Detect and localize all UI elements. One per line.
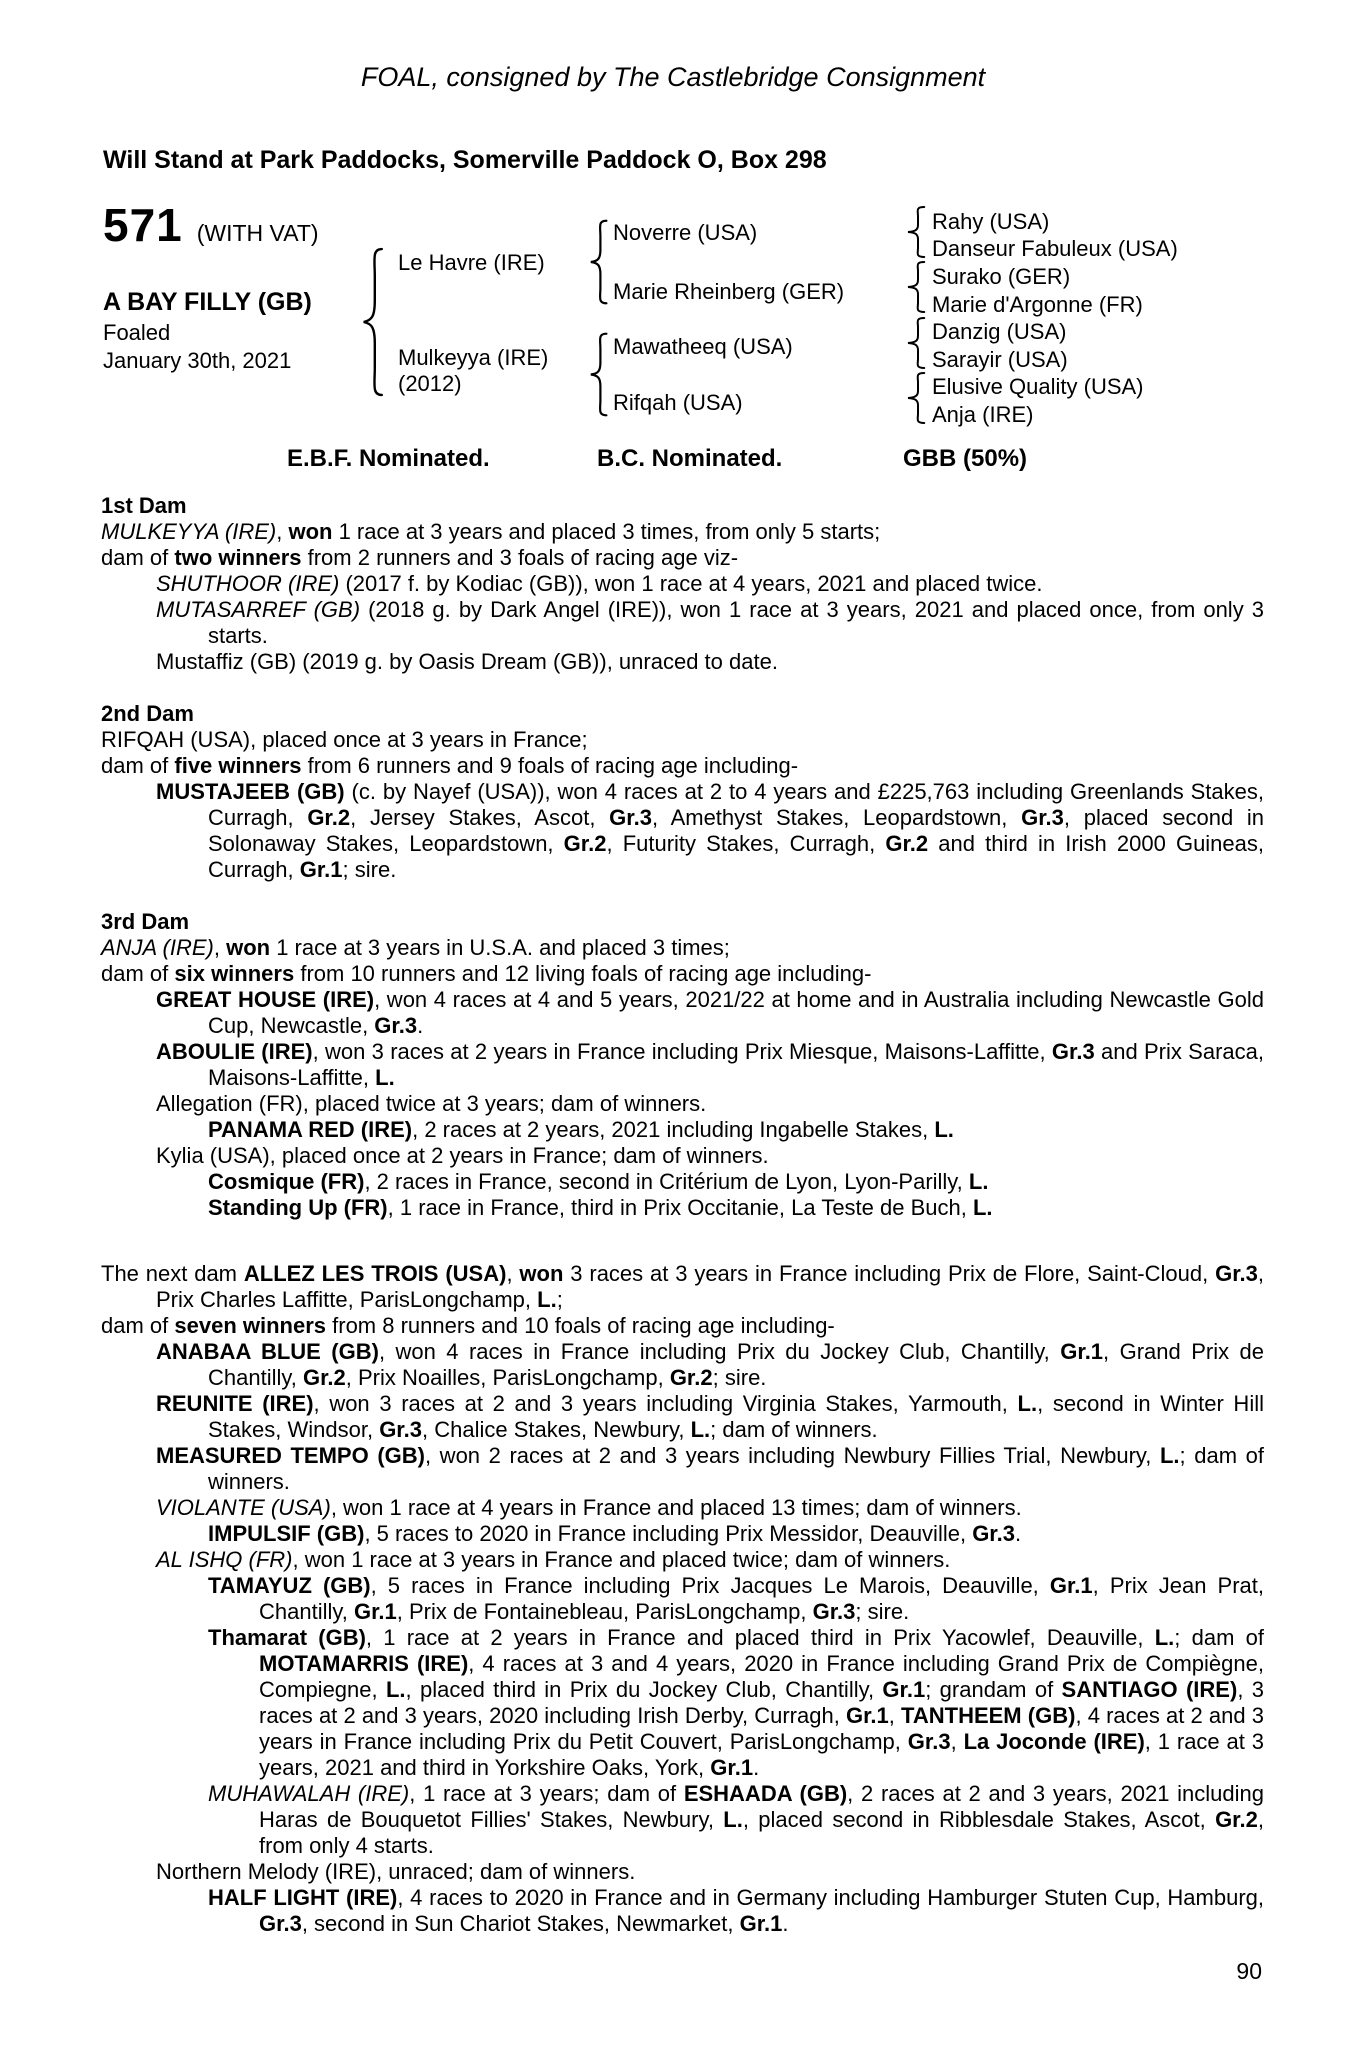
stand-location: Will Stand at Park Paddocks, Somerville Paddock O, Box 298	[103, 146, 827, 174]
great-granddam-name: Sarayir (USA)	[932, 347, 1068, 372]
brace-icon	[358, 246, 386, 398]
pedigree-text-paragraph: MUTASARREF (GB) (2018 g. by Dark Angel (IRE)), won 1 race at 3 years, 2021 and placed once, from only 3 starts.	[156, 597, 1264, 648]
pedigree-text-paragraph: MEASURED TEMPO (GB), won 2 races at 2 and 3 years including Newbury Fillies Trial, Newbury, L.; dam of winners.	[156, 1443, 1264, 1494]
consignment-title: FOAL, consigned by The Castlebridge Consignment	[360, 62, 986, 92]
sire-dam-name: Marie Rheinberg (GER)	[613, 279, 845, 304]
great-grandsire-name: Danzig (USA)	[932, 319, 1067, 344]
second-dam-heading: 2nd Dam	[101, 701, 194, 726]
great-granddam-name: Danseur Fabuleux (USA)	[932, 236, 1178, 261]
pedigree-text-paragraph: ABOULIE (IRE), won 3 races at 2 years in France including Prix Miesque, Maisons-Laffitte, Gr.3 and Prix Saraca, Maisons-Laffitte, L.	[156, 1039, 1264, 1090]
foaled-label: Foaled	[103, 320, 171, 345]
brace-icon	[903, 206, 928, 258]
page-number: 90	[1236, 1958, 1262, 1984]
sire-sire-name: Noverre (USA)	[613, 220, 758, 245]
nominations-row	[0, 445, 1346, 475]
next-dam-section	[101, 1261, 1264, 1937]
pedigree-text-paragraph: Allegation (FR), placed twice at 3 years; dam of winners.	[156, 1091, 707, 1116]
pedigree-text-paragraph: HALF LIGHT (IRE), 4 races to 2020 in France and in Germany including Hamburger Stuten Cup, Hamburg, Gr.3, second in Sun Chariot Stakes, Newmarket, Gr.1.	[208, 1885, 1265, 1936]
third-dam-section	[101, 909, 1264, 1221]
pedigree-text-paragraph: AL ISHQ (FR), won 1 race at 3 years in France and placed twice; dam of winners.	[156, 1547, 951, 1572]
first-dam-section	[101, 493, 1264, 675]
dam-name-block	[398, 345, 548, 397]
pedigree-text-paragraph: MUHAWALAH (IRE), 1 race at 3 years; dam of ESHAADA (GB), 2 races at 2 and 3 years, 2021 including Haras de Bouquetot Fillies' Stakes, Newbury, L., placed second in Ribblesdale Stakes, Ascot, Gr.2, from only 4 starts.	[208, 1781, 1264, 1858]
great-grandsire-name: Elusive Quality (USA)	[932, 374, 1144, 399]
pedigree-text-paragraph: dam of five winners from 6 runners and 9 foals of racing age including-	[101, 753, 799, 778]
great-grandsire-name: Surako (GER)	[932, 264, 1071, 289]
brace-icon	[903, 317, 928, 369]
second-dam-section	[101, 701, 1264, 883]
great-granddam-name: Marie d'Argonne (FR)	[932, 292, 1143, 317]
pedigree-text-paragraph: TAMAYUZ (GB), 5 races in France including Prix Jacques Le Marois, Deauville, Gr.1, Prix Jean Prat, Chantilly, Gr.1, Prix de Fontainebleau, ParisLongchamp, Gr.3; sire.	[208, 1573, 1264, 1624]
pedigree-text-paragraph: ANJA (IRE), won 1 race at 3 years in U.S.A. and placed 3 times;	[101, 935, 730, 960]
foaled-date: January 30th, 2021	[103, 348, 292, 373]
pedigree-text-paragraph: MULKEYYA (IRE), won 1 race at 3 years and placed 3 times, from only 5 starts;	[101, 519, 881, 544]
gbb-nomination: GBB (50%)	[903, 445, 1028, 472]
pedigree-text-paragraph: IMPULSIF (GB), 5 races to 2020 in France including Prix Messidor, Deauville, Gr.3.	[208, 1521, 1022, 1546]
pedigree-text-paragraph: ANABAA BLUE (GB), won 4 races in France including Prix du Jockey Club, Chantilly, Gr.1, Grand Prix de Chantilly, Gr.2, Prix Noailles, ParisLongchamp, Gr.2; sire.	[156, 1339, 1264, 1390]
pedigree-text-paragraph: Northern Melody (IRE), unraced; dam of winners.	[156, 1859, 636, 1884]
bc-nomination: B.C. Nominated.	[597, 445, 783, 472]
third-dam-heading: 3rd Dam	[101, 909, 190, 934]
pedigree-text-paragraph: dam of two winners from 2 runners and 3 foals of racing age viz-	[101, 545, 739, 570]
pedigree-text-paragraph: Mustaffiz (GB) (2019 g. by Oasis Dream (GB)), unraced to date.	[156, 649, 778, 674]
dam-name: Mulkeyya (IRE)	[398, 345, 549, 370]
pedigree-text-paragraph: GREAT HOUSE (IRE), won 4 races at 4 and 5 years, 2021/22 at home and in Australia including Newcastle Gold Cup, Newcastle, Gr.3.	[156, 987, 1264, 1038]
pedigree-text-paragraph: Standing Up (FR), 1 race in France, third in Prix Occitanie, La Teste de Buch, L.	[208, 1195, 993, 1220]
pedigree-text-paragraph: dam of six winners from 10 runners and 12 living foals of racing age including-	[101, 961, 872, 986]
dam-dam-name: Rifqah (USA)	[613, 390, 743, 415]
dam-year: (2012)	[398, 371, 462, 396]
sire-name: Le Havre (IRE)	[398, 250, 545, 275]
great-grandsire-name: Rahy (USA)	[932, 209, 1050, 234]
pedigree-text-paragraph: The next dam ALLEZ LES TROIS (USA), won 3 races at 3 years in France including Prix de Flore, Saint-Cloud, Gr.3, Prix Charles Laffitte, ParisLongchamp, L.;	[101, 1261, 1265, 1312]
pedigree-text-paragraph: VIOLANTE (USA), won 1 race at 4 years in France and placed 13 times; dam of winners.	[156, 1495, 1022, 1520]
dam-sire-name: Mawatheeq (USA)	[613, 334, 793, 359]
brace-icon	[903, 372, 928, 424]
pedigree-text-paragraph: dam of seven winners from 8 runners and 10 foals of racing age including-	[101, 1313, 835, 1338]
pedigree-text-paragraph: REUNITE (IRE), won 3 races at 2 and 3 years including Virginia Stakes, Yarmouth, L., second in Winter Hill Stakes, Windsor, Gr.3, Chalice Stakes, Newbury, L.; dam of winners.	[156, 1391, 1264, 1442]
pedigree-text-paragraph: RIFQAH (USA), placed once at 3 years in France;	[101, 727, 588, 752]
pedigree-text-paragraph: PANAMA RED (IRE), 2 races at 2 years, 2021 including Ingabelle Stakes, L.	[208, 1117, 954, 1142]
brace-icon	[903, 261, 928, 313]
pedigree-text-paragraph: SHUTHOOR (IRE) (2017 f. by Kodiac (GB)), won 1 race at 4 years, 2021 and placed twice.	[156, 571, 1043, 596]
first-dam-heading: 1st Dam	[101, 493, 187, 518]
brace-icon	[586, 219, 610, 305]
pedigree-text-paragraph: Kylia (USA), placed once at 2 years in France; dam of winners.	[156, 1143, 769, 1168]
brace-icon	[586, 332, 610, 417]
pedigree-text-paragraph: MUSTAJEEB (GB) (c. by Nayef (USA)), won 4 races at 2 to 4 years and £225,763 including Greenlands Stakes, Curragh, Gr.2, Jersey Stakes, Ascot, Gr.3, Amethyst Stakes, Leopardstown, Gr.3, placed second in Solonaway Stakes, Leopardstown, Gr.2, Futurity Stakes, Curragh, Gr.2 and third in Irish 2000 Guineas, Curragh, Gr.1; sire.	[156, 779, 1265, 882]
lot-header	[103, 199, 319, 251]
pedigree-text-paragraph: Thamarat (GB), 1 race at 2 years in France and placed third in Prix Yacowlef, Deauville, L.; dam of MOTAMARRIS (IRE), 4 races at 3 and 4 years, 2020 in France including Grand Prix de Compiègne, Compiegne, L., placed third in Prix du Jockey Club, Chantilly, Gr.1; grandam of SANTIAGO (IRE), 3 races at 2 and 3 years, 2020 including Irish Derby, Curragh, Gr.1, TANTHEEM (GB), 4 races at 2 and 3 years in France including Prix du Petit Couvert, ParisLongchamp, Gr.3, La Joconde (IRE), 1 race at 3 years, 2021 and third in Yorkshire Oaks, York, Gr.1.	[208, 1625, 1265, 1780]
lot-number: 571	[103, 199, 183, 251]
produce-record	[101, 493, 1264, 1937]
great-granddam-name: Anja (IRE)	[932, 402, 1034, 427]
pedigree-text-paragraph: Cosmique (FR), 2 races in France, second in Critérium de Lyon, Lyon-Parilly, L.	[208, 1169, 989, 1194]
vat-note: (WITH VAT)	[196, 220, 319, 246]
horse-description: A BAY FILLY (GB)	[103, 288, 312, 316]
ebf-nomination: E.B.F. Nominated.	[287, 445, 490, 472]
